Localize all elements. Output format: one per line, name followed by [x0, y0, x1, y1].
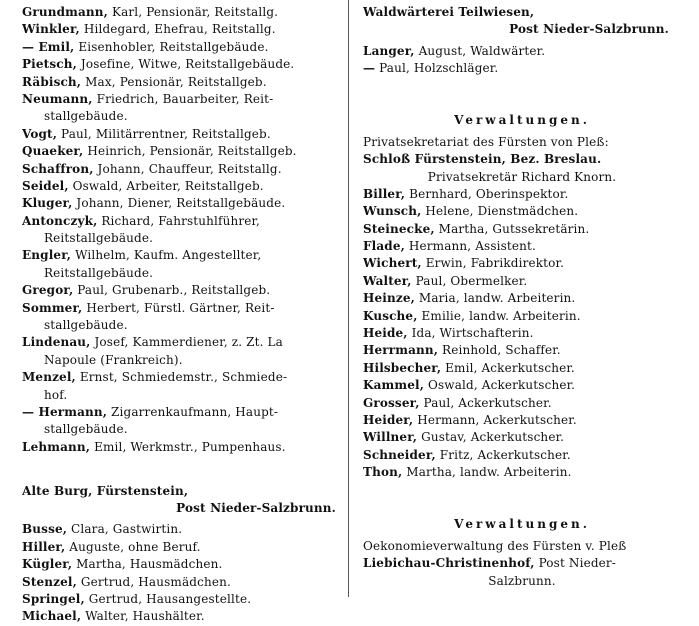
- entry-surname: — Hermann,: [22, 404, 108, 419]
- directory-entry: [22, 4, 340, 21]
- verwaltungen-heading-1: Verwaltungen.: [454, 113, 590, 128]
- entry-surname: Willner,: [363, 430, 418, 445]
- entry-surname: Busse,: [22, 522, 68, 537]
- directory-entry: [22, 352, 340, 369]
- entry-surname: Kügler,: [22, 557, 73, 572]
- entry-surname: Grundmann,: [22, 5, 109, 19]
- entry-details: Bernhard, Oberinspektor.: [405, 186, 569, 201]
- entry-surname: Wunsch,: [363, 204, 422, 219]
- directory-entry: [22, 556, 340, 573]
- entry-surname: Steinecke,: [363, 221, 435, 236]
- entry-surname: Räbisch,: [22, 74, 82, 89]
- entry-details: Emilie, landw. Arbeiterin.: [417, 308, 581, 323]
- entry-surname: Thon,: [363, 465, 403, 480]
- spacer: [363, 78, 681, 95]
- directory-entry: [22, 574, 340, 591]
- spacer: [363, 95, 681, 112]
- entry-surname: Pietsch,: [22, 57, 77, 72]
- entry-details: Maria, landw. Arbeiterin.: [414, 291, 576, 306]
- directory-entry: [22, 369, 340, 386]
- entry-details: Hildegard, Ehefrau, Reitstallg.: [79, 22, 276, 37]
- directory-entry: [363, 43, 681, 60]
- left-column: [22, 4, 340, 626]
- entry-details: stallgebäude.: [44, 422, 128, 437]
- entry-details: Paul, Holzschläger.: [375, 61, 499, 76]
- directory-entry: [22, 178, 340, 195]
- directory-entry: [22, 39, 340, 56]
- entry-details: Paul, Obermelker.: [411, 273, 528, 288]
- entry-details: hof.: [44, 387, 68, 402]
- waldwaerterei-post: Post Nieder-Salzbrunn.: [509, 22, 669, 37]
- directory-entry: [22, 91, 340, 108]
- entry-details: Karl, Pensionär, Reitstallg.: [108, 5, 279, 19]
- entry-details: Reitstallgebäude.: [44, 265, 154, 280]
- entry-surname: Quaeker,: [22, 144, 84, 159]
- entry-details: Erwin, Fabrikdirektor.: [421, 256, 565, 271]
- entry-surname: Stenzel,: [22, 574, 77, 589]
- entry-surname: Kusche,: [363, 308, 418, 323]
- directory-entry: [22, 421, 340, 438]
- directory-entry: [363, 464, 681, 481]
- entry-details: Ida, Wirtschafterin.: [407, 326, 534, 341]
- entry-details: stallgebäude.: [44, 109, 128, 124]
- directory-entry: [363, 238, 681, 255]
- liebichau-line: [363, 555, 681, 572]
- entry-details: Hermann, Ackerkutscher.: [413, 412, 577, 427]
- entry-surname: Hiller,: [22, 539, 66, 554]
- directory-entry: [22, 21, 340, 38]
- directory-entry: [22, 404, 340, 421]
- entry-surname: Kluger,: [22, 196, 73, 211]
- entry-details: Johann, Diener, Reitstallgebäude.: [72, 196, 286, 211]
- verwaltungen-1-entries-list: [363, 186, 681, 482]
- entry-details: Richard, Fahrstuhlführer,: [97, 213, 261, 228]
- entry-surname: Flade,: [363, 239, 405, 254]
- entry-details: Heinrich, Pensionär, Reitstallgeb.: [83, 144, 297, 159]
- entry-surname: Winkler,: [22, 22, 80, 37]
- directory-entry: [363, 273, 681, 290]
- entry-surname: Lindenau,: [22, 335, 91, 350]
- entry-details: Clara, Gastwirtin.: [67, 522, 183, 537]
- directory-entry: [22, 126, 340, 143]
- entry-details: Paul, Militärrentner, Reitstallgeb.: [57, 126, 271, 141]
- entry-surname: Grosser,: [363, 395, 420, 410]
- directory-entry: [363, 60, 681, 77]
- directory-entry: [22, 161, 340, 178]
- entry-details: Fritz, Ackerkutscher.: [435, 447, 571, 462]
- entry-details: Martha, landw. Arbeiterin.: [402, 465, 572, 480]
- entry-details: Napoule (Frankreich).: [44, 352, 183, 367]
- entry-details: Auguste, ohne Beruf.: [65, 539, 201, 554]
- entry-details: Hermann, Assistent.: [404, 239, 536, 254]
- privatsekretaer: Privatsekretär Richard Knorn.: [427, 169, 617, 184]
- directory-entry: [22, 317, 340, 334]
- entry-surname: — Emil,: [22, 39, 75, 54]
- directory-entry: [22, 300, 340, 317]
- directory-entry: [363, 290, 681, 307]
- entry-details: Helene, Dienstmädchen.: [421, 204, 579, 219]
- entry-details: Emil, Werkmstr., Pumpenhaus.: [90, 439, 286, 454]
- entry-details: Walter, Haushälter.: [81, 609, 205, 624]
- spacer: [22, 474, 340, 483]
- entry-details: Paul, Ackerkutscher.: [419, 395, 552, 410]
- directory-entry: [22, 439, 340, 456]
- entry-details: Reitstallgebäude.: [44, 231, 154, 246]
- directory-entry: [22, 195, 340, 212]
- directory-entry: [363, 377, 681, 394]
- directory-entry: [22, 539, 340, 556]
- liebichau-post: Post Nieder-: [534, 556, 616, 571]
- directory-entry: [363, 255, 681, 272]
- verwaltungen-heading-2: Verwaltungen.: [454, 517, 590, 532]
- alte-burg-heading: Alte Burg, Fürstenstein,: [22, 483, 189, 498]
- directory-entry: [363, 342, 681, 359]
- entry-surname: Langer,: [363, 43, 415, 58]
- entry-details: Martha, Gutssekretärin.: [434, 221, 590, 236]
- directory-entry: [22, 230, 340, 247]
- schloss-location: Schloß Fürstenstein, Bez. Breslau.: [363, 152, 602, 167]
- waldwaerterei-entries-list: [363, 43, 681, 78]
- entry-details: Max, Pensionär, Reitstallgeb.: [81, 74, 267, 89]
- entry-surname: Wichert,: [363, 256, 422, 271]
- oekonomieverwaltung-line: Oekonomieverwaltung des Fürsten v. Pleß: [363, 538, 627, 553]
- entry-details: Emil, Ackerkutscher.: [441, 360, 575, 375]
- entry-surname: Heinze,: [363, 291, 415, 306]
- directory-entry: [363, 447, 681, 464]
- entry-details: August, Waldwärter.: [414, 43, 546, 58]
- entry-surname: Schaffron,: [22, 161, 94, 176]
- waldwaerterei-heading: Waldwärterei Teilwiesen,: [363, 5, 535, 19]
- directory-entry: [363, 395, 681, 412]
- alte-burg-post: Post Nieder-Salzbrunn.: [176, 500, 336, 515]
- directory-entry: [22, 74, 340, 91]
- entry-details: Johann, Chauffeur, Reitstallg.: [93, 161, 282, 176]
- directory-entry: [22, 108, 340, 125]
- liebichau-name: Liebichau-Christinenhof,: [363, 556, 535, 571]
- directory-entry: [363, 221, 681, 238]
- entry-details: Oswald, Arbeiter, Reitstallgeb.: [68, 178, 264, 193]
- entry-surname: Schneider,: [363, 447, 436, 462]
- entry-surname: Lehmann,: [22, 439, 91, 454]
- spacer: [22, 456, 340, 473]
- entry-surname: Menzel,: [22, 370, 76, 385]
- entry-surname: Hilsbecher,: [363, 360, 442, 375]
- entry-surname: —: [363, 61, 376, 76]
- entry-details: Reinhold, Schaffer.: [438, 343, 561, 358]
- directory-entry: [22, 521, 340, 538]
- directory-entry: [22, 282, 340, 299]
- spacer: [363, 482, 681, 499]
- entry-surname: Gregor,: [22, 283, 74, 298]
- entry-details: Gustav, Ackerkutscher.: [417, 430, 565, 445]
- directory-entry: [22, 265, 340, 282]
- entry-details: Eisenhobler, Reitstallgebäude.: [74, 39, 269, 54]
- entry-surname: Biller,: [363, 186, 406, 201]
- entry-details: Gertrud, Hausmädchen.: [76, 574, 231, 589]
- left-entries-list: [22, 4, 340, 456]
- entry-surname: Sommer,: [22, 300, 83, 315]
- salzbrunn-line: Salzbrunn.: [488, 573, 556, 588]
- entry-surname: Kammel,: [363, 378, 425, 393]
- entry-surname: Engler,: [22, 248, 72, 263]
- right-column: [363, 4, 681, 590]
- entry-surname: Herrmann,: [363, 343, 439, 358]
- entry-surname: Heider,: [363, 412, 414, 427]
- entry-surname: Michael,: [22, 609, 82, 624]
- directory-entry: [363, 429, 681, 446]
- privatsekretariat-subheading: Privatsekretariat des Fürsten von Pleß:: [363, 134, 609, 149]
- directory-entry: [22, 591, 340, 608]
- entry-surname: Seidel,: [22, 178, 69, 193]
- entry-surname: Antonczyk,: [22, 213, 98, 228]
- entry-details: Josefine, Witwe, Reitstallgebäude.: [76, 57, 295, 72]
- directory-entry: [363, 412, 681, 429]
- entry-surname: Neumann,: [22, 91, 93, 106]
- directory-entry: [363, 325, 681, 342]
- entry-details: Martha, Hausmädchen.: [72, 557, 223, 572]
- entry-surname: Springel,: [22, 591, 85, 606]
- entry-details: Friedrich, Bauarbeiter, Reit-: [92, 91, 274, 106]
- directory-entry: [22, 608, 340, 625]
- directory-entry: [22, 56, 340, 73]
- directory-entry: [363, 308, 681, 325]
- entry-surname: Walter,: [363, 273, 412, 288]
- alte-burg-entries-list: [22, 521, 340, 625]
- entry-surname: Heide,: [363, 326, 408, 341]
- spacer: [363, 499, 681, 516]
- entry-details: Josef, Kammerdiener, z. Zt. La: [90, 335, 283, 350]
- directory-entry: [363, 203, 681, 220]
- entry-details: Wilhelm, Kaufm. Angestellter,: [71, 248, 262, 263]
- entry-surname: Vogt,: [22, 126, 58, 141]
- entry-details: Paul, Grubenarb., Reitstallgeb.: [73, 283, 271, 298]
- directory-entry: [363, 360, 681, 377]
- directory-entry: [22, 247, 340, 264]
- entry-details: Gertrud, Hausangestellte.: [84, 591, 252, 606]
- entry-details: Herbert, Fürstl. Gärtner, Reit-: [82, 300, 275, 315]
- entry-details: stallgebäude.: [44, 318, 128, 333]
- directory-entry: [22, 213, 340, 230]
- directory-entry: [22, 387, 340, 404]
- directory-entry: [363, 186, 681, 203]
- directory-entry: [22, 334, 340, 351]
- entry-details: Zigarrenkaufmann, Haupt-: [107, 404, 279, 419]
- directory-entry: [22, 143, 340, 160]
- column-divider: [348, 0, 349, 597]
- entry-details: Ernst, Schmiedemstr., Schmiede-: [75, 370, 288, 385]
- entry-details: Oswald, Ackerkutscher.: [424, 378, 576, 393]
